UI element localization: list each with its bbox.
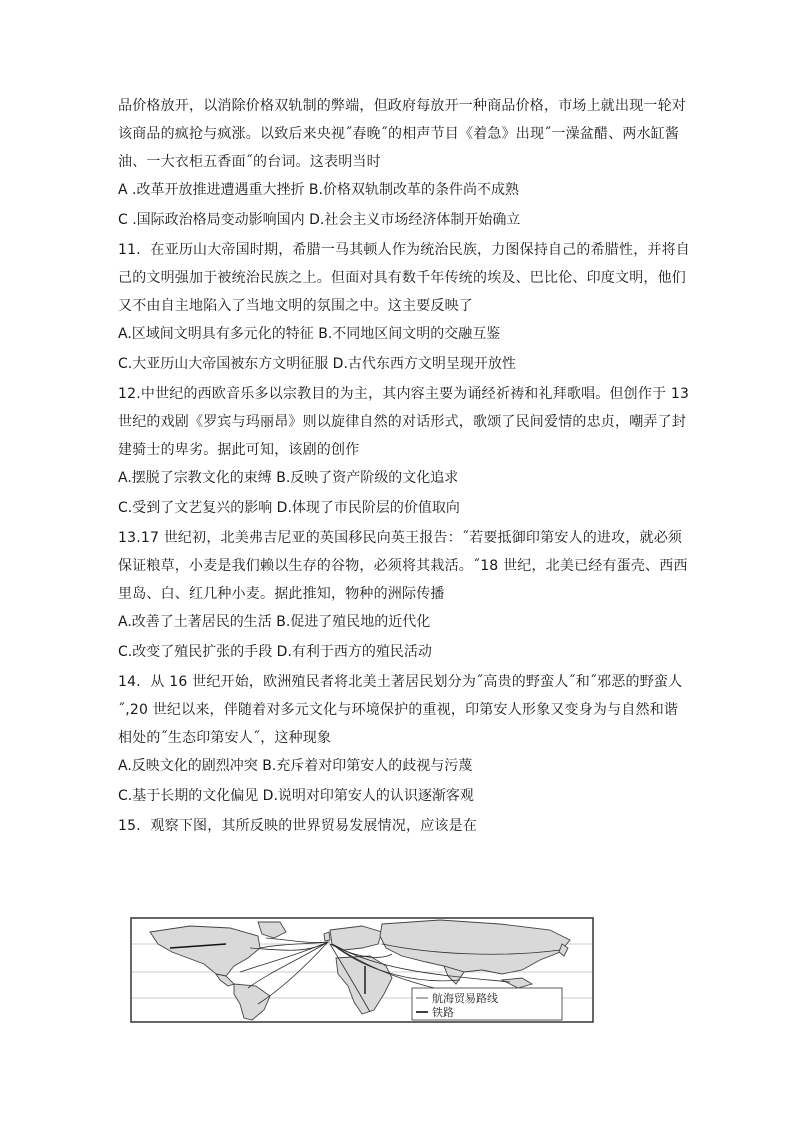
world-trade-map [130,914,595,1024]
question-15 [118,812,680,840]
question-13-stem-line-3: 里岛、白、红几种小麦。据此推知，物种的洲际传播 [118,586,445,602]
question-14-stem-line-2: ˝,20 世纪以来，伴随着对多元文化与环境保护的重视，印第安人形象又变身为与自然和谐 [118,702,679,718]
question-12 [118,380,690,524]
question-11-stem-line-2: 己的文明强加于被统治民族之上。但面对具有数千年传统的埃及、巴比伦、印度文明，他们 [118,270,686,286]
question-11-stem-line-1: 11．在亚历山大帝国时期，希腊一马其顿人作为统治民族，力图保持自己的希腊性，并将自 [118,242,691,258]
question-13-options-cd: C.改变了殖民扩张的手段 D.有利于西方的殖民活动 [118,644,432,660]
question-14-options-ab: A.反映文化的剧烈冲突 B.充斥着对印第安人的歧视与污蔑 [118,758,473,774]
question-13-stem-line-2: 保证粮草，小麦是我们赖以生存的谷物，必须将其栽活。˝18 世纪，北美已经有蛋壳、西西 [118,558,688,574]
question-10-options-ab: A .改革开放推进遭遇重大挫折 B.价格双轨制改革的条件尚不成熟 [118,182,519,198]
map-legend [412,988,562,1020]
question-13-stem-line-1: 13.17 世纪初，北美弗吉尼亚的英国移民向英王报告：˝若要抵御印第安人的进攻，就必须 [118,530,683,546]
exam-page [118,92,691,840]
question-11-stem-line-3: 又不由自主地陷入了当地文明的氛围之中。这主要反映了 [118,298,473,314]
question-12-options-ab: A.摆脱了宗教文化的束缚 B.反映了资产阶级的文化追求 [118,470,459,486]
question-14-options-cd: C.基于长期的文化偏见 D.说明对印第安人的认识逐渐客观 [118,788,474,804]
question-12-stem-line-3: 建骑士的卑劣。据此可知，该剧的创作 [118,442,360,458]
question-14 [118,668,683,812]
question-10-stem-line-1: 品价格放开，以消除价格双轨制的弊端，但政府每放开一种商品价格，市场上就出现一轮对 [118,98,686,114]
legend-sea-route-label: 航海贸易路线 [432,992,498,1005]
question-14-stem-line-3: 相处的˝生态印第安人˝，这种现象 [118,730,332,746]
question-12-stem-line-2: 世纪的戏剧《罗宾与玛丽昂》则以旋律自然的对话形式，歌颂了民间爱情的忠贞，嘲弄了封 [118,414,686,430]
question-11-options-ab: A.区域间文明具有多元化的特征 B.不同地区间文明的交融互鉴 [118,326,501,342]
question-10-stem-line-3: 油、一大衣柜五香面˝的台词。这表明当时 [118,154,381,170]
question-12-stem-line-1: 12.中世纪的西欧音乐多以宗教目的为主，其内容主要为诵经祈祷和礼拜歌唱。但创作于 13 [118,386,690,402]
question-12-options-cd: C.受到了文艺复兴的影响 D.体现了市民阶层的价值取向 [118,500,460,516]
question-15-stem-line-1: 15．观察下图，其所反映的世界贸易发展情况，应该是在 [118,818,478,834]
question-14-stem-line-1: 14．从 16 世纪开始，欧洲殖民者将北美土著居民划分为˝高贵的野蛮人˝和˝邪恶的野蛮人 [118,674,683,690]
question-10-tail [118,92,686,236]
question-11 [118,236,691,380]
question-13 [118,524,688,668]
question-13-options-ab: A.改善了土著居民的生活 B.促进了殖民地的近代化 [118,614,431,630]
question-11-options-cd: C.大亚历山大帝国被东方文明征服 D.古代东西方文明呈现开放性 [118,356,516,372]
question-10-stem-line-2: 该商品的疯抢与疯涨。以致后来央视˝春晚˝的相声节目《着急》出现˝一澡盆醋、两水缸酱 [118,126,680,142]
question-10-options-cd: C .国际政治格局变动影响国内 D.社会主义市场经济体制开始确立 [118,212,521,228]
legend-railway-label: 铁路 [432,1006,454,1019]
